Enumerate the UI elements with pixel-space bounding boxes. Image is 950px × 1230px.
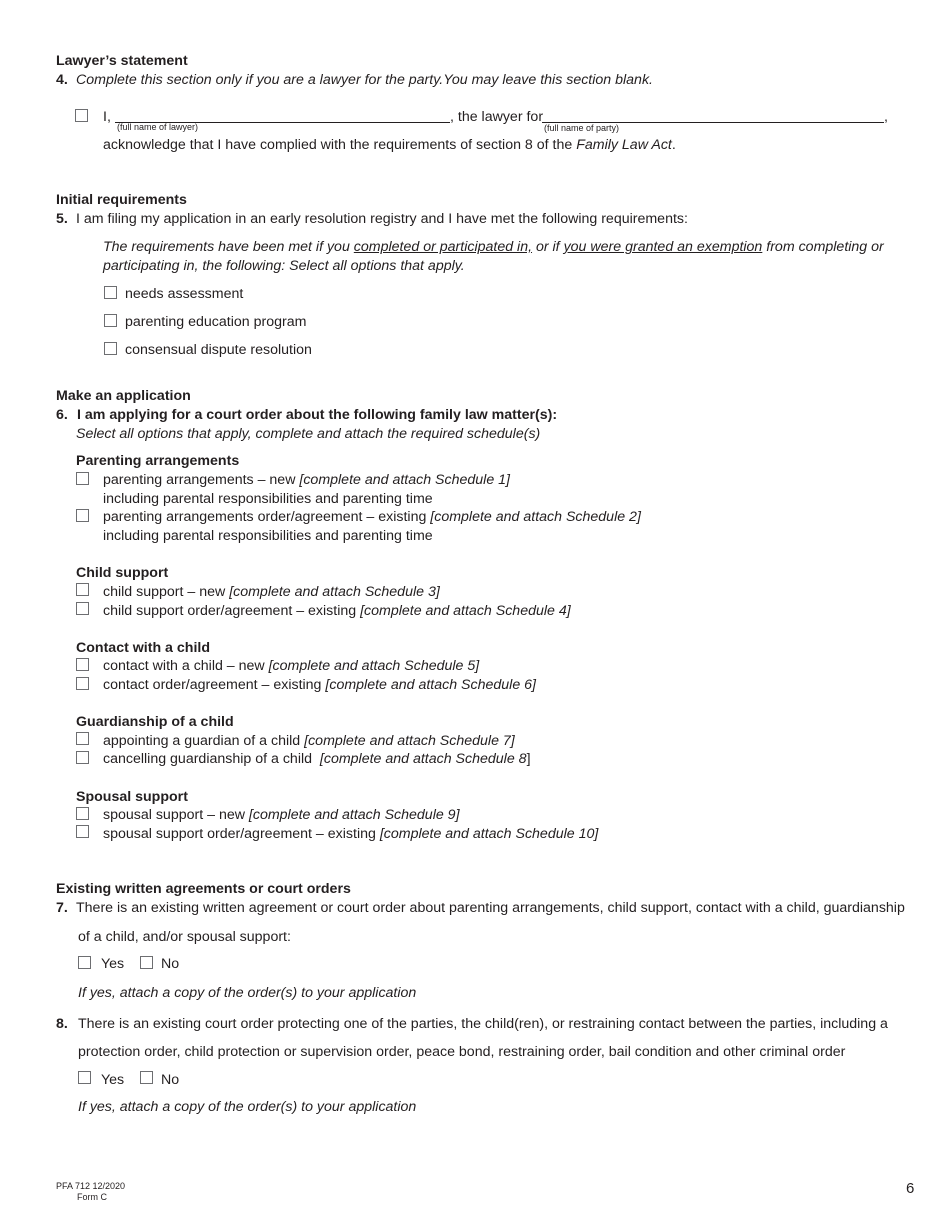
parenting-existing-subtext: including parental responsibilities and parenting time [103,528,433,544]
parenting-new-label [103,472,510,488]
note-underline-exemption: you were granted an exemption [563,239,763,255]
q8-no-label: No [161,1072,180,1088]
item-number-4: 4. [56,72,68,88]
needs-assessment-checkbox[interactable] [104,286,117,299]
schedule-8-bracket: ] [526,751,531,767]
parenting-new-text: parenting arrangements – new [103,472,300,488]
contact-existing-label [103,677,536,693]
schedule-8-note: [complete and attach Schedule 8 [319,751,527,767]
note-part-a: The requirements have been met if you [103,239,354,255]
parenting-heading: Parenting arrangements [76,453,240,469]
form-name: Form C [77,1192,107,1202]
guardian-cancel-text: cancelling guardianship of a child [103,751,320,767]
lawyer-comma: , [884,109,888,125]
child-support-new-label [103,584,440,600]
guardianship-heading: Guardianship of a child [76,714,234,730]
guardian-appoint-text: appointing a guardian of a child [103,733,305,749]
application-heading: Make an application [56,388,191,404]
lawyer-checkbox[interactable] [75,109,88,122]
ack-end: . [671,137,676,153]
lawyer-for-label: , the lawyer for [450,109,544,125]
parenting-existing-label [103,509,641,525]
contact-existing-checkbox[interactable] [76,677,89,690]
spousal-existing-checkbox[interactable] [76,825,89,838]
application-select-note: Select all options that apply, complete and attach the required schedule(s) [76,426,541,442]
item-number-7: 7. [56,900,68,916]
spousal-existing-text: spousal support order/agreement – existing [103,826,380,842]
spousal-heading: Spousal support [76,789,188,805]
contact-new-checkbox[interactable] [76,658,89,671]
page-number: 6 [906,1180,915,1197]
note-part-c: from completing or participating in, the following: Select all options that apply. [103,239,884,274]
q7-no-label: No [161,956,180,972]
guardian-cancel-label [103,751,531,767]
schedule-5-note: [complete and attach Schedule 5] [268,658,480,674]
lawyer-instruction: Complete this section only if you are a lawyer for the party.You may leave this section blank. [76,72,653,88]
q7-note: If yes, attach a copy of the order(s) to your application [78,985,417,1001]
consensual-dispute-label: consensual dispute resolution [125,342,312,358]
child-support-existing-checkbox[interactable] [76,602,89,615]
guardian-appoint-checkbox[interactable] [76,732,89,745]
q7-line1: There is an existing written agreement or court order about parenting arrangements, child support, contact with a child, guardianship [76,900,905,916]
schedule-4-note: [complete and attach Schedule 4] [360,603,571,619]
existing-heading: Existing written agreements or court orders [56,881,351,897]
schedule-6-note: [complete and attach Schedule 6] [325,677,536,693]
schedule-7-note: [complete and attach Schedule 7] [304,733,515,749]
parenting-education-checkbox[interactable] [104,314,117,327]
schedule-3-note: [complete and attach Schedule 3] [229,584,440,600]
ack-act: Family Law Act [576,137,672,153]
child-support-existing-text: child support order/agreement – existing [103,603,361,619]
item-number-5: 5. [56,211,68,227]
q8-line2: protection order, child protection or supervision order, peace bond, restraining order, bail condition and other criminal order [78,1044,846,1060]
party-name-caption: (full name of party) [544,123,620,133]
schedule-10-note: [complete and attach Schedule 10] [379,826,599,842]
spousal-existing-label [103,826,598,842]
parenting-existing-text: parenting arrangements order/agreement – existing [103,509,431,525]
guardian-cancel-checkbox[interactable] [76,751,89,764]
initial-heading: Initial requirements [56,192,187,208]
lawyer-i-prefix: I, [103,109,111,125]
q8-yes-label: Yes [101,1072,125,1088]
parenting-existing-checkbox[interactable] [76,509,89,522]
child-support-heading: Child support [76,565,169,581]
q8-yes-checkbox[interactable] [78,1071,91,1084]
child-support-new-checkbox[interactable] [76,583,89,596]
q7-yes-label: Yes [101,956,125,972]
q7-line2: of a child, and/or spousal support: [78,929,291,945]
lawyer-name-caption: (full name of lawyer) [117,122,199,132]
lawyer-acknowledgement [103,137,676,153]
q8-note: If yes, attach a copy of the order(s) to your application [78,1099,417,1115]
spousal-new-text: spousal support – new [103,807,249,823]
contact-heading: Contact with a child [76,640,210,656]
schedule-1-note: [complete and attach Schedule 1] [299,472,510,488]
application-statement: I am applying for a court order about the following family law matter(s): [77,407,558,423]
note-part-b: or if [532,239,564,255]
q8-line1: There is an existing court order protecting one of the parties, the child(ren), or restraining contact between the parties, including a [78,1016,888,1032]
schedule-9-note: [complete and attach Schedule 9] [248,807,460,823]
contact-new-label [103,658,479,674]
spousal-new-label [103,807,460,823]
guardian-appoint-label [103,733,515,749]
parenting-education-label: parenting education program [125,314,307,330]
item-number-6: 6. [56,407,68,423]
ack-text: acknowledge that I have complied with the requirements of section 8 of the [103,137,577,153]
q7-no-checkbox[interactable] [140,956,153,969]
needs-assessment-label: needs assessment [125,286,244,302]
spousal-new-checkbox[interactable] [76,807,89,820]
schedule-2-note: [complete and attach Schedule 2] [430,509,641,525]
item-number-8: 8. [56,1016,68,1032]
note-underline-completed: completed or participated in, [353,239,533,255]
q8-no-checkbox[interactable] [140,1071,153,1084]
contact-existing-text: contact order/agreement – existing [103,677,326,693]
initial-statement: I am filing my application in an early resolution registry and I have met the following requirements: [76,211,688,227]
contact-new-text: contact with a child – new [103,658,269,674]
q7-yes-checkbox[interactable] [78,956,91,969]
consensual-dispute-checkbox[interactable] [104,342,117,355]
lawyer-heading: Lawyer’s statement [56,53,188,69]
form-code: PFA 712 12/2020 [56,1181,126,1191]
parenting-new-checkbox[interactable] [76,472,89,485]
initial-note [103,238,903,276]
child-support-existing-label [103,603,571,619]
parenting-new-subtext: including parental responsibilities and parenting time [103,491,433,507]
child-support-new-text: child support – new [103,584,230,600]
